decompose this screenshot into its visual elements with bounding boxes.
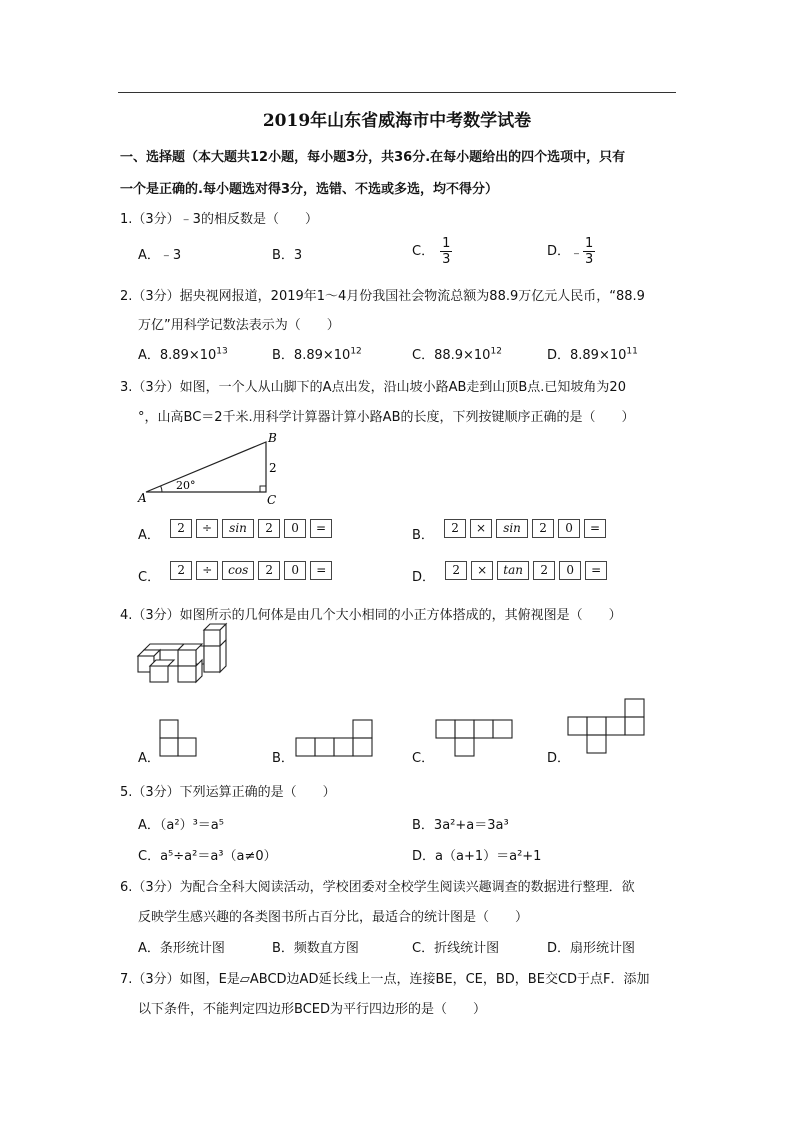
- grid-square: [455, 720, 474, 738]
- angle-arc: [161, 486, 162, 492]
- cube-face: [204, 630, 220, 646]
- section-heading-line2: 一个是正确的.每小题选对得3分，选错、不选或多选，均不得分）: [120, 182, 498, 197]
- key-divide: ÷: [196, 519, 218, 538]
- q3-option-a: [138, 521, 332, 543]
- question-6-stem-line2: 反映学生感兴趣的各类图书所占百分比，最适合的统计图是（ ）: [138, 910, 529, 925]
- right-angle-mark: [260, 486, 266, 492]
- grid-square: [178, 738, 196, 756]
- q2-option-c: [412, 344, 502, 363]
- key-0: 0: [284, 519, 306, 538]
- exponent: 12: [490, 346, 502, 357]
- exponent: 12: [350, 346, 362, 357]
- question-4-stem: 4.（3分）如图所示的几何体是由几个大小相同的小正方体搭成的，其俯视图是（ ）: [120, 608, 622, 623]
- cube-face: [144, 644, 184, 650]
- question-2-stem-line1: 2.（3分）据央视网报道，2019年1～4月份我国社会物流总额为88.9万亿元人民币，“88.9: [120, 289, 645, 304]
- q4-option-a-view: [158, 718, 198, 758]
- question-7-stem-line2: 以下条件，不能判定四边形BCED为平行四边形的是（ ）: [138, 1002, 486, 1017]
- vertex-a-label: A: [138, 491, 147, 505]
- numerator: 1: [442, 236, 451, 251]
- grid-square: [606, 717, 625, 735]
- q4-option-d-label: D．: [547, 751, 571, 766]
- key-sin: sin: [222, 519, 254, 538]
- question-6-stem-line1: 6.（3分）为配合全科大阅读活动，学校团委对全校学生阅读兴趣调查的数据进行整理．欲: [120, 880, 635, 895]
- key-equals: =: [584, 519, 606, 538]
- q3-option-c: [138, 563, 332, 585]
- q1-option-d-label: D．: [547, 244, 571, 259]
- q2-option-a: [138, 344, 228, 363]
- question-3-stem-line1: 3.（3分）如图，一个人从山脚下的A点出发，沿山坡小路AB走到山顶B点.已知坡角为20: [120, 380, 626, 395]
- grid-square: [436, 720, 455, 738]
- q3-option-b-label: B．: [412, 528, 434, 543]
- question-5-stem: 5.（3分）下列运算正确的是（ ）: [120, 785, 336, 800]
- q2-option-a-text: A．8.89×10: [138, 348, 217, 363]
- key-sequence: [444, 519, 606, 538]
- q4-option-c-label: C．: [412, 751, 435, 766]
- cube-face: [178, 650, 196, 666]
- minus-sign: ﹣: [570, 246, 584, 261]
- q4-option-c-view: [434, 718, 514, 758]
- exponent: 13: [216, 346, 228, 357]
- q3-option-b: [412, 521, 606, 543]
- fraction: [583, 236, 595, 267]
- key-equals: =: [310, 519, 332, 538]
- question-3-stem-line2: °，山高BC＝2千米.用科学计算器计算小路AB的长度，下列按键顺序正确的是（ ）: [138, 410, 635, 425]
- vertex-c-label: C: [267, 493, 277, 507]
- q6-option-c: C．折线统计图: [412, 941, 500, 956]
- key-2: 2: [170, 561, 192, 580]
- key-equals: =: [585, 561, 607, 580]
- cube-face: [178, 666, 196, 682]
- q6-option-d: D．扇形统计图: [547, 941, 636, 956]
- key-2: 2: [170, 519, 192, 538]
- grid-square: [493, 720, 512, 738]
- fraction: [440, 236, 452, 267]
- cube-solid-figure: [134, 626, 234, 686]
- q4-option-a-label: A．: [138, 751, 160, 766]
- grid-square: [353, 738, 372, 756]
- q2-option-d: [547, 344, 638, 363]
- denominator: 3: [442, 252, 451, 267]
- q1-option-c: [412, 236, 452, 267]
- grid-square: [625, 699, 644, 717]
- question-7-stem-line1: 7.（3分）如图，E是▱ABCD边AD延长线上一点，连接BE，CE，BD，BE交CD于点F．添加: [120, 972, 650, 987]
- vertex-b-label: B: [268, 431, 277, 445]
- grid-square: [587, 735, 606, 753]
- q5-option-c: C．a⁵÷a²＝a³（a≠0）: [138, 849, 277, 864]
- section-heading-line1: 一、选择题（本大题共12小题，每小题3分，共36分.在每小题给出的四个选项中，只有: [120, 150, 626, 165]
- grid-square: [296, 738, 315, 756]
- question-1-stem: 1.（3分）﹣3的相反数是（ ）: [120, 212, 318, 227]
- grid-square: [160, 720, 178, 738]
- height-label: 2: [269, 461, 277, 475]
- grid-square: [568, 717, 587, 735]
- grid-square: [587, 717, 606, 735]
- key-sequence: [170, 561, 332, 580]
- key-sequence: [445, 561, 607, 580]
- page-title: 2019年山东省威海市中考数学试卷: [262, 111, 532, 131]
- grid-square: [625, 717, 644, 735]
- key-2: 2: [445, 561, 467, 580]
- key-multiply: ×: [471, 561, 493, 580]
- angle-label: 20°: [176, 479, 196, 492]
- question-2-stem-line2: 万亿”用科学记数法表示为（ ）: [138, 318, 340, 333]
- cube-face: [220, 640, 226, 672]
- q5-option-a: A．（a²）³＝a⁵: [138, 818, 224, 833]
- q4-option-b-view: [294, 718, 374, 758]
- grid-square: [334, 738, 353, 756]
- numerator: 1: [585, 236, 594, 251]
- q6-option-a: A．条形统计图: [138, 941, 225, 956]
- key-0: 0: [558, 519, 580, 538]
- key-equals: =: [310, 561, 332, 580]
- key-cos: cos: [222, 561, 254, 580]
- q1-option-b: B．3: [272, 248, 303, 263]
- key-2: 2: [533, 561, 555, 580]
- grid-square: [474, 720, 493, 738]
- q4-option-d-view: [566, 697, 646, 757]
- key-tan: tan: [497, 561, 529, 580]
- key-2: 2: [258, 519, 280, 538]
- denominator: 3: [585, 252, 594, 267]
- q3-option-d: [412, 563, 607, 585]
- q1-option-c-label: C．: [412, 244, 435, 259]
- q3-option-c-label: C．: [138, 570, 161, 585]
- grid-square: [353, 720, 372, 738]
- q2-option-b-text: B．8.89×10: [272, 348, 351, 363]
- q1-option-d: [547, 236, 595, 267]
- key-2: 2: [532, 519, 554, 538]
- key-sequence: [170, 519, 332, 538]
- grid-square: [315, 738, 334, 756]
- q2-option-c-text: C．88.9×10: [412, 348, 491, 363]
- q3-option-d-label: D．: [412, 570, 436, 585]
- q5-option-b: B．3a²+a＝3a³: [412, 818, 509, 833]
- key-2: 2: [258, 561, 280, 580]
- q3-option-a-label: A．: [138, 528, 160, 543]
- cube-face: [204, 646, 220, 672]
- key-multiply: ×: [470, 519, 492, 538]
- cube-face: [150, 666, 168, 682]
- exponent: 11: [626, 346, 638, 357]
- triangle: [146, 442, 266, 492]
- key-0: 0: [284, 561, 306, 580]
- q2-option-d-text: D．8.89×10: [547, 348, 627, 363]
- key-0: 0: [559, 561, 581, 580]
- q2-option-b: [272, 344, 362, 363]
- key-divide: ÷: [196, 561, 218, 580]
- q4-option-b-label: B．: [272, 751, 294, 766]
- key-sin: sin: [496, 519, 528, 538]
- slope-triangle-figure: [136, 430, 286, 505]
- q6-option-b: B．频数直方图: [272, 941, 359, 956]
- grid-square: [455, 738, 474, 756]
- q5-option-d: D．a（a+1）＝a²+1: [412, 849, 542, 864]
- grid-square: [160, 738, 178, 756]
- key-2: 2: [444, 519, 466, 538]
- header-rule: [118, 92, 676, 93]
- q1-option-a: A．﹣3: [138, 248, 182, 263]
